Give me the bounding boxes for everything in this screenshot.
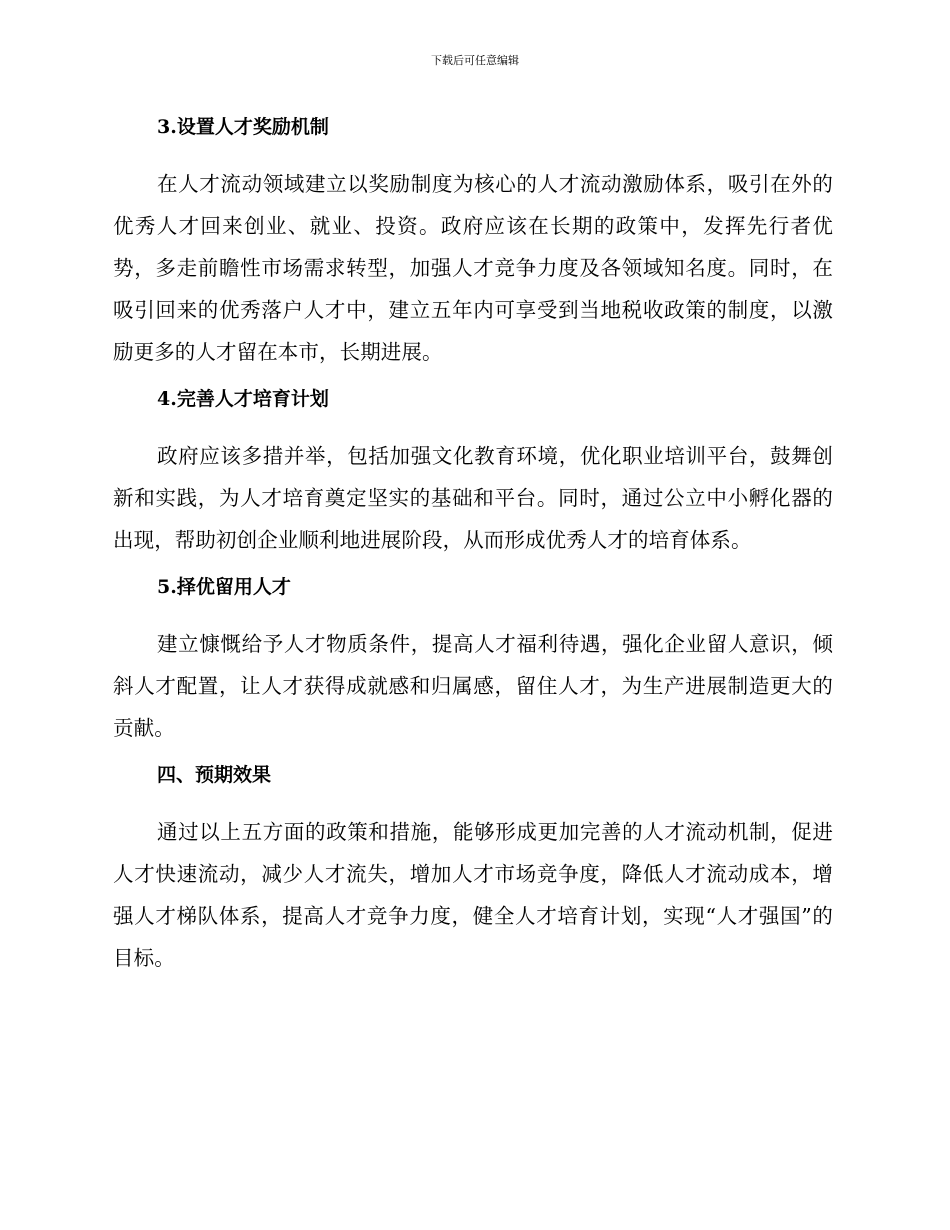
section-heading-talent-retention: 5.择优留用人才	[157, 576, 291, 598]
section-paragraph-talent-cultivation: 政府应该多措并举，包括加强文化教育环境，优化职业培训平台，鼓舞创新和实践，为人才培育奠定坚实的基础和平台。同时，通过公立中小孵化器的出现，帮助初创企业顺利地进展阶段，从而形成优秀人才的培育体系。	[113, 444, 833, 552]
section-paragraph-expected-results: 通过以上五方面的政策和措施，能够形成更加完善的人才流动机制，促进人才快速流动，减少人才流失，增加人才市场竞争度，降低人才流动成本，增强人才梯队体系，提高人才竞争力度，健全人才培育计划，实现“人才强国”的目标。	[113, 820, 833, 970]
document-body	[113, 111, 833, 989]
section-heading-reward-mechanism: 3.设置人才奖励机制	[157, 116, 329, 138]
section-heading-talent-cultivation: 4.完善人才培育计划	[157, 388, 329, 410]
page-header: 下载后可任意编辑	[431, 54, 519, 67]
section-paragraph-talent-retention: 建立慷慨给予人才物质条件，提高人才福利待遇，强化企业留人意识，倾斜人才配置，让人才获得成就感和归属感，留住人才，为生产进展制造更大的贡献。	[113, 632, 833, 740]
section-paragraph-reward-mechanism: 在人才流动领域建立以奖励制度为核心的人才流动激励体系，吸引在外的优秀人才回来创业、就业、投资。政府应该在长期的政策中，发挥先行者优势，多走前瞻性市场需求转型，加强人才竞争力度及各领域知名度。同时，在吸引回来的优秀落户人才中，建立五年内可享受到当地税收政策的制度，以激励更多的人才留在本市，长期进展。	[113, 172, 833, 364]
section-heading-expected-results: 四、预期效果	[157, 764, 272, 786]
